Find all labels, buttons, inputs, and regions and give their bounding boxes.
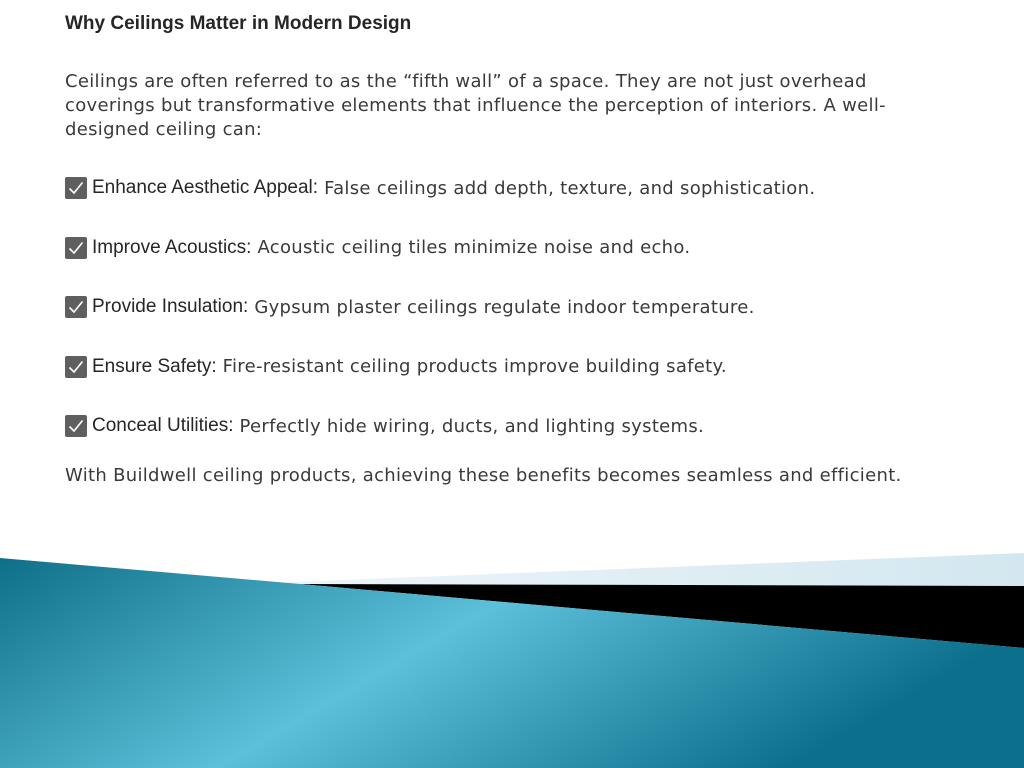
- check-box-icon: [65, 177, 87, 199]
- check-box-icon: [65, 356, 87, 378]
- check-box-icon: [65, 296, 87, 318]
- benefit-item: [65, 236, 965, 260]
- benefit-title: Ensure Safety:: [92, 355, 217, 377]
- benefit-item: [65, 176, 965, 200]
- check-box-icon: [65, 237, 87, 259]
- page-title: Why Ceilings Matter in Modern Design: [65, 13, 412, 34]
- closing-paragraph: With Buildwell ceiling products, achieving these benefits becomes seamless and efficient.: [65, 464, 902, 486]
- benefit-text: Fire-resistant ceiling products improve building safety.: [222, 356, 727, 377]
- benefit-text: Gypsum plaster ceilings regulate indoor temperature.: [254, 296, 755, 318]
- benefit-text: Acoustic ceiling tiles minimize noise and echo.: [257, 237, 691, 258]
- intro-paragraph: Ceilings are often referred to as the “fifth wall” of a space. They are not just overhead coverings but transformative elements that influence the perception of interiors. A well-designed ceiling can:: [65, 71, 886, 140]
- benefit-title: Enhance Aesthetic Appeal:: [92, 177, 319, 198]
- check-box-icon: [65, 415, 87, 437]
- benefit-text: False ceilings add depth, texture, and sophistication.: [324, 177, 816, 199]
- benefit-list: [65, 176, 965, 438]
- content-area: [65, 12, 965, 488]
- pale-band: [240, 553, 1024, 588]
- benefit-item: [65, 355, 965, 379]
- benefit-title: Improve Acoustics:: [92, 236, 252, 258]
- benefit-text: Perfectly hide wiring, ducts, and lighting systems.: [239, 415, 705, 437]
- benefit-title: Conceal Utilities:: [92, 415, 234, 436]
- benefit-title: Provide Insulation:: [92, 296, 249, 317]
- benefit-item: [65, 414, 965, 438]
- benefit-item: [65, 295, 965, 319]
